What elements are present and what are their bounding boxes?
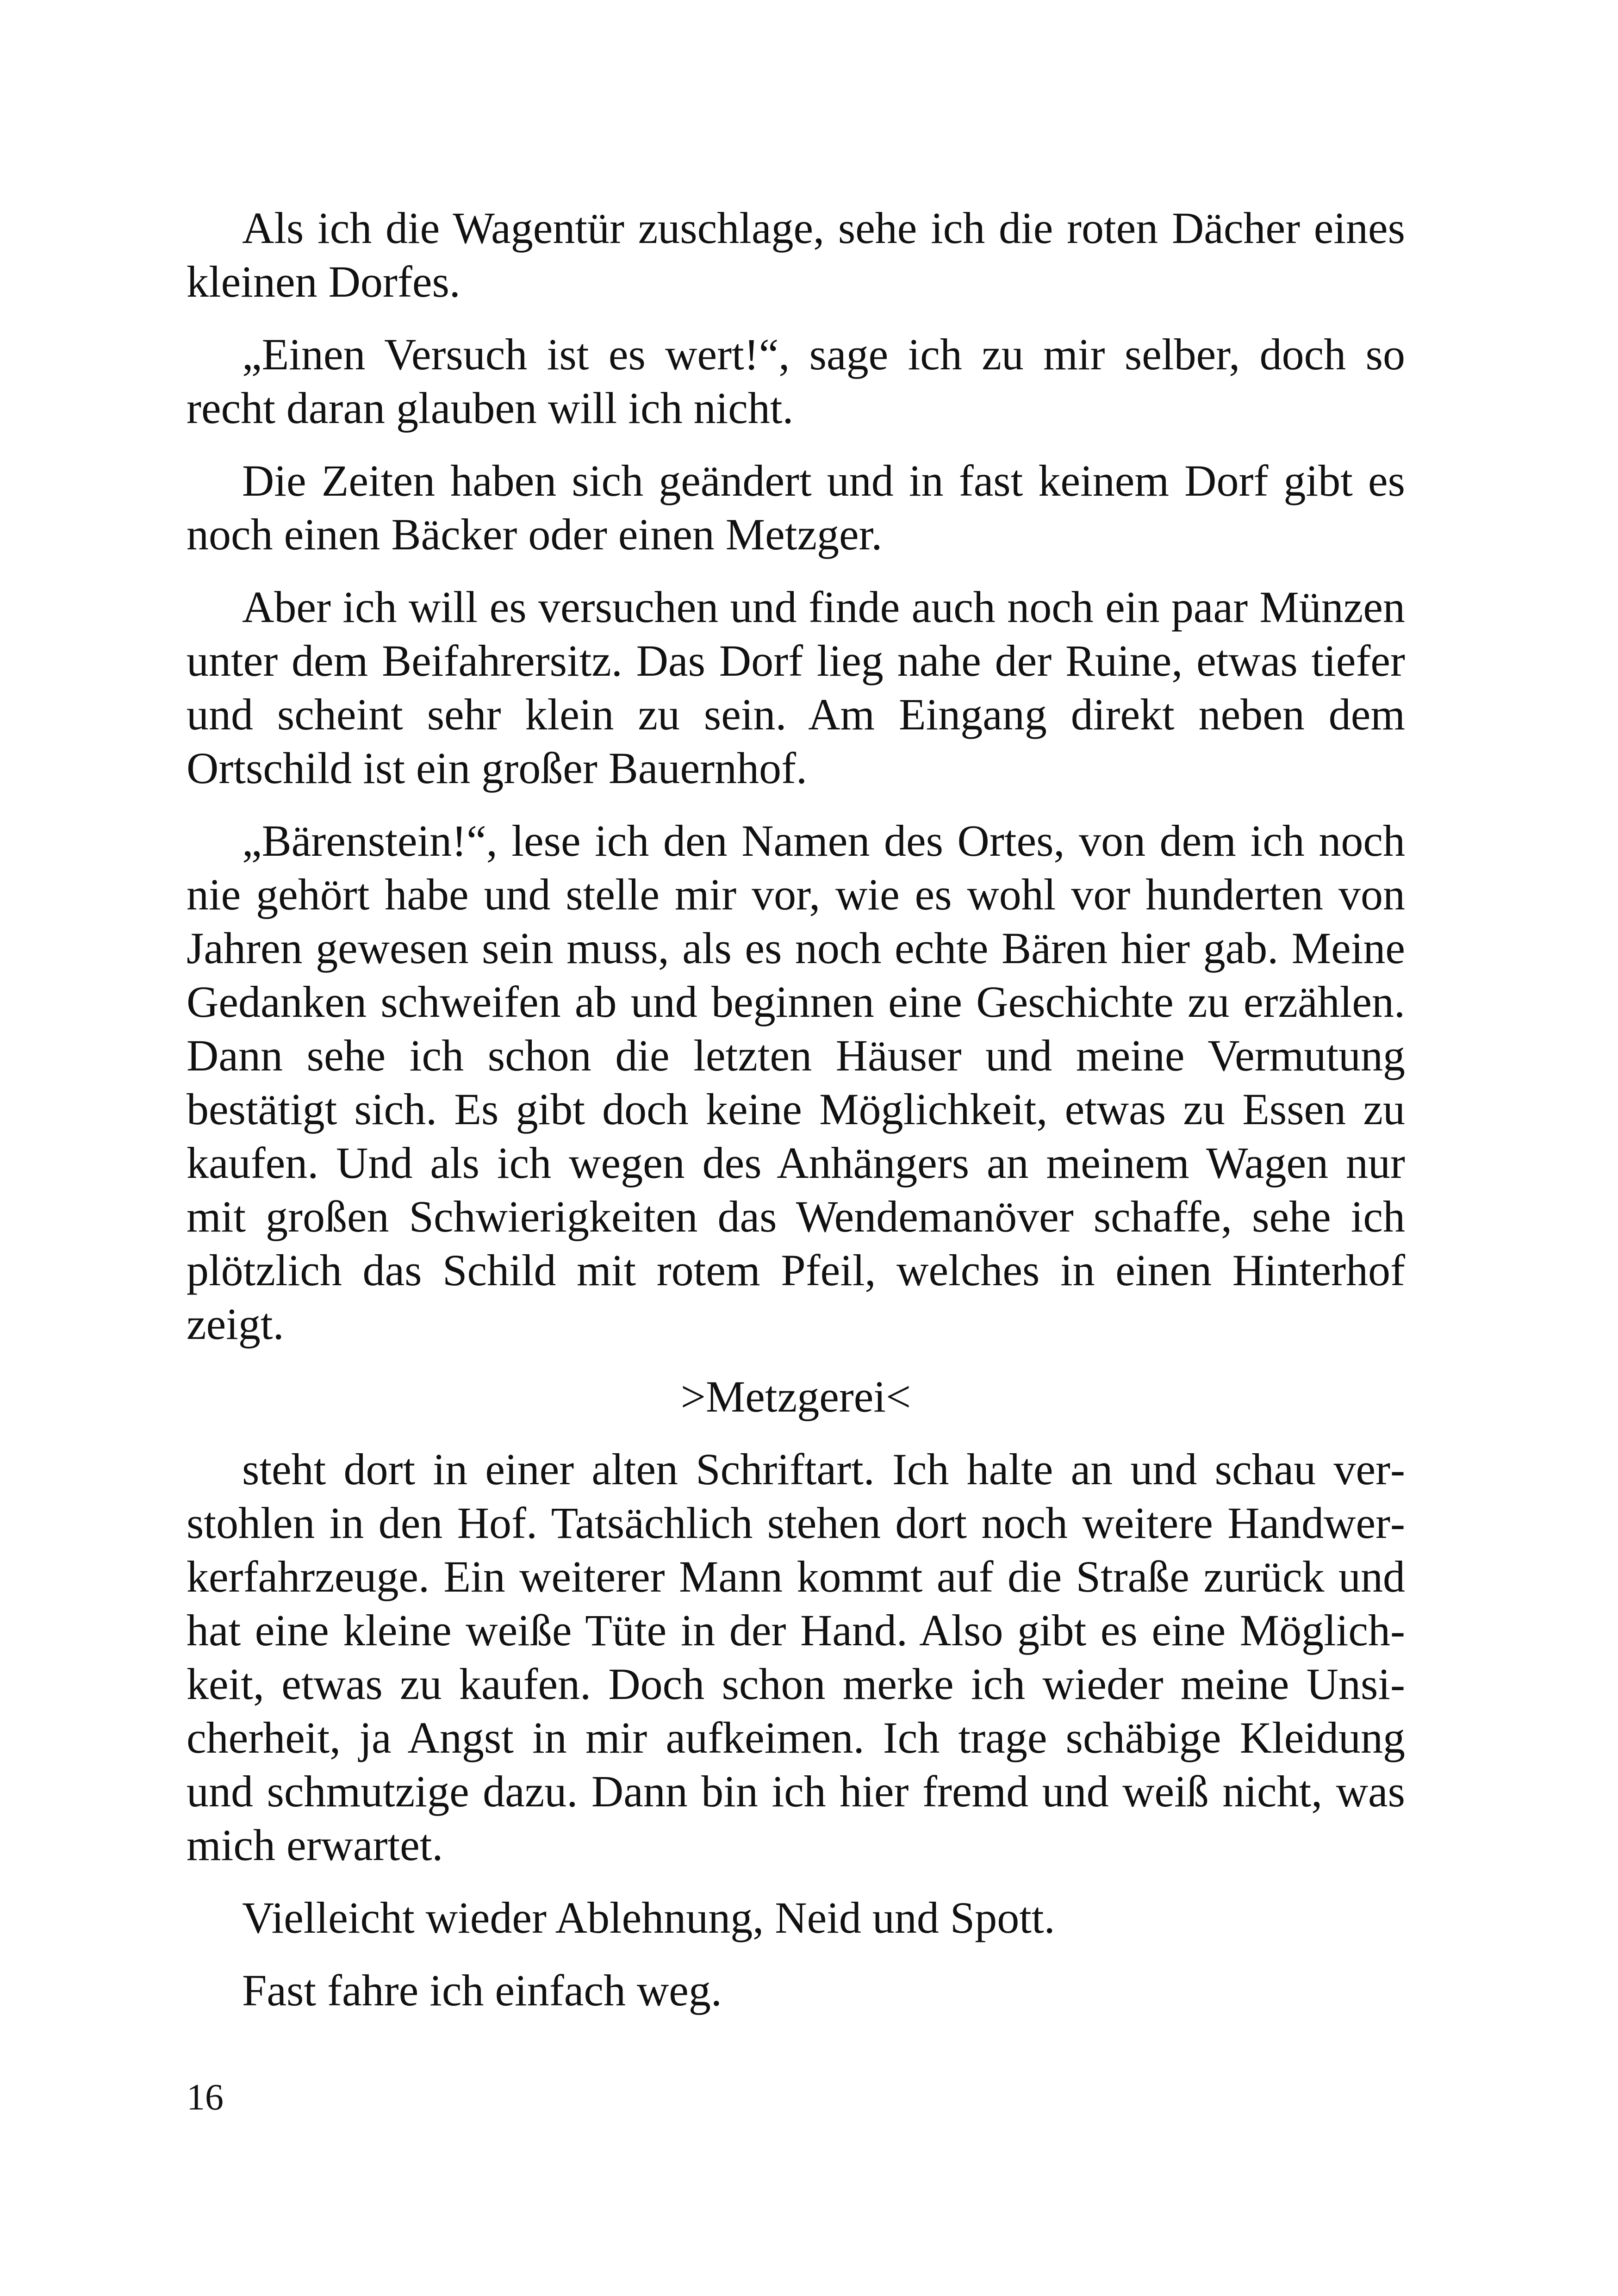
body-text bbox=[187, 201, 1405, 2036]
paragraph-1: Als ich die Wagentür zuschlage, sehe ich die roten Dächer eines kleinen Dorfes. bbox=[187, 203, 1405, 306]
paragraph-2: „Einen Versuch ist es wert!“, sage ich zu mir selber, doch so recht daran glauben will ich nicht. bbox=[187, 330, 1405, 433]
paragraph-5: „Bärenstein!“, lese ich den Namen des Ortes, von dem ich noch nie gehört habe und stelle mir vor, wie es wohl vor hunderten von Jahren gewesen sein muss, als es noch echte Bären hier gab. Meine Gedanken schweifen ab und beginnen eine Geschichte zu erzählen. Dann sehe ich schon die letzten Häuser und meine Vermutung bestätigt sich. Es gibt doch keine Möglichkeit, etwas zu Essen zu kaufen. Und als ich wegen des Anhängers an meinem Wagen nur mit großen Schwierigkeiten das Wendemanöver schaffe, sehe ich plötzlich das Schild mit rotem Pfeil, welches in einen Hinterhof zeigt. bbox=[187, 816, 1405, 1349]
paragraph-3: Die Zeiten haben sich geändert und in fast keinem Dorf gibt es noch einen Bäcker oder einen Metzger. bbox=[187, 456, 1405, 559]
paragraph-7: steht dort in einer alten Schriftart. Ich halte an und schau verstohlen in den Hof. Tatsächlich stehen dort noch weitere Handwerkerfahrzeuge. Ein weiterer Mann kommt auf die Straße zurück und hat eine kleine weiße Tüte in der Hand. Also gibt es eine Möglichkeit, etwas zu kaufen. Doch schon merke ich wieder meine Unsicherheit, ja Angst in mir aufkeimen. Ich trage schäbige Kleidung und schmutzige dazu. Dann bin ich hier fremd und weiß nicht, was mich erwartet. bbox=[187, 1444, 1405, 1870]
sign-text-metzgerei: >Metzgerei< bbox=[680, 1372, 911, 1421]
paragraph-4: Aber ich will es versuchen und finde auch noch ein paar Münzen unter dem Beifahrersitz. Das Dorf lieg nahe der Ruine, etwas tiefer und scheint sehr klein zu sein. Am Eingang direkt neben dem Ortschild ist ein großer Bauernhof. bbox=[187, 582, 1405, 793]
page-number: 16 bbox=[187, 2077, 224, 2118]
paragraph-9: Fast fahre ich einfach weg. bbox=[242, 1966, 722, 2015]
paragraph-8: Vielleicht wieder Ablehnung, Neid und Spott. bbox=[242, 1893, 1055, 1942]
